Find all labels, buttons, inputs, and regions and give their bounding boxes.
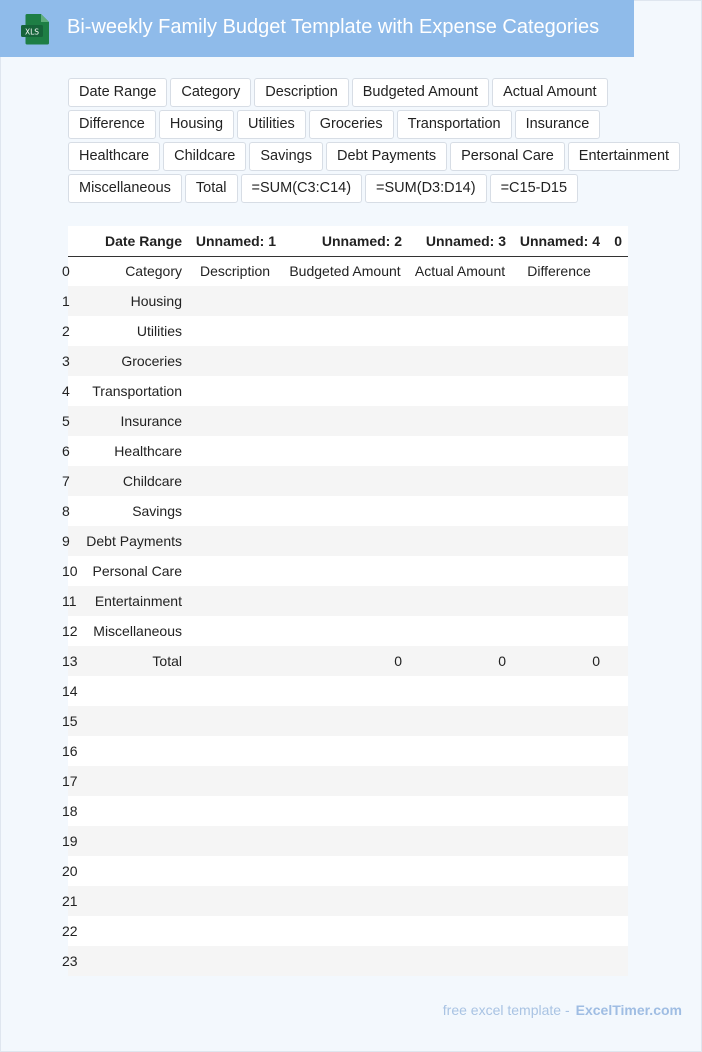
table-cell: Savings bbox=[78, 496, 188, 526]
row-index-label: 12 bbox=[62, 623, 78, 639]
table-row bbox=[68, 796, 628, 826]
table-cell bbox=[606, 376, 628, 406]
row-index bbox=[62, 496, 78, 526]
table-cell bbox=[512, 856, 606, 886]
table-row bbox=[68, 886, 628, 916]
row-index bbox=[62, 676, 78, 706]
row-index bbox=[62, 766, 78, 796]
table-cell bbox=[512, 286, 606, 316]
table-cell bbox=[606, 766, 628, 796]
table-cell bbox=[78, 736, 188, 766]
column-header: Unnamed: 2 bbox=[282, 226, 408, 256]
table-cell bbox=[78, 676, 188, 706]
table-cell bbox=[188, 586, 282, 616]
row-index-label: 8 bbox=[62, 503, 70, 519]
column-header: Unnamed: 1 bbox=[188, 226, 282, 256]
table-cell: Debt Payments bbox=[78, 526, 188, 556]
table-cell: Personal Care bbox=[78, 556, 188, 586]
row-index bbox=[62, 916, 78, 946]
column-header: Unnamed: 4 bbox=[512, 226, 606, 256]
table-cell bbox=[606, 436, 628, 466]
table-cell bbox=[606, 256, 628, 286]
table-cell bbox=[606, 496, 628, 526]
table-cell bbox=[408, 796, 512, 826]
table-row bbox=[68, 946, 628, 976]
table-row bbox=[68, 406, 628, 436]
column-header: 0 bbox=[606, 226, 628, 256]
table-cell bbox=[188, 886, 282, 916]
table-cell bbox=[512, 676, 606, 706]
table-cell bbox=[512, 466, 606, 496]
row-index bbox=[62, 436, 78, 466]
table-header-row bbox=[68, 226, 628, 256]
table-cell: Budgeted Amount bbox=[282, 256, 408, 286]
header-chip: Groceries bbox=[309, 110, 394, 139]
table-cell bbox=[282, 676, 408, 706]
table-cell bbox=[606, 856, 628, 886]
header-chip: =SUM(C3:C14) bbox=[241, 174, 363, 203]
row-index bbox=[62, 856, 78, 886]
table-cell bbox=[606, 946, 628, 976]
table-cell bbox=[282, 586, 408, 616]
table-cell bbox=[188, 946, 282, 976]
table-cell: Miscellaneous bbox=[78, 616, 188, 646]
header-chip: Debt Payments bbox=[326, 142, 447, 171]
table-row bbox=[68, 586, 628, 616]
row-index bbox=[62, 256, 78, 286]
table-cell bbox=[188, 826, 282, 856]
table-cell bbox=[606, 586, 628, 616]
table-row bbox=[68, 646, 628, 676]
table-cell bbox=[408, 316, 512, 346]
row-index bbox=[62, 316, 78, 346]
table-row bbox=[68, 616, 628, 646]
table-cell bbox=[282, 826, 408, 856]
table-cell bbox=[606, 316, 628, 346]
xls-icon-label: XLS bbox=[24, 27, 40, 37]
row-index bbox=[62, 886, 78, 916]
table-cell: 0 bbox=[408, 646, 512, 676]
row-index-label: 7 bbox=[62, 473, 70, 489]
table-cell bbox=[188, 376, 282, 406]
row-index-label: 20 bbox=[62, 863, 78, 879]
table-row bbox=[68, 496, 628, 526]
table-cell bbox=[282, 706, 408, 736]
table-cell bbox=[408, 496, 512, 526]
table-cell bbox=[606, 526, 628, 556]
table-cell bbox=[282, 766, 408, 796]
table-cell bbox=[408, 766, 512, 796]
table-cell: Description bbox=[188, 256, 282, 286]
table-cell bbox=[188, 706, 282, 736]
row-index bbox=[62, 646, 78, 676]
table-cell: Category bbox=[78, 256, 188, 286]
table-cell bbox=[188, 916, 282, 946]
table-cell bbox=[188, 796, 282, 826]
table-cell bbox=[606, 406, 628, 436]
table-cell bbox=[188, 646, 282, 676]
table-cell bbox=[512, 556, 606, 586]
row-index-label: 6 bbox=[62, 443, 70, 459]
header-chip: Healthcare bbox=[68, 142, 160, 171]
header-chip: Description bbox=[254, 78, 349, 107]
row-index bbox=[62, 826, 78, 856]
table-cell bbox=[408, 346, 512, 376]
header-chip: Childcare bbox=[163, 142, 246, 171]
table-cell bbox=[78, 856, 188, 886]
table-cell bbox=[188, 406, 282, 436]
table-cell bbox=[188, 736, 282, 766]
table-cell: Healthcare bbox=[78, 436, 188, 466]
table-cell: Actual Amount bbox=[408, 256, 512, 286]
row-index bbox=[62, 376, 78, 406]
table-cell bbox=[512, 766, 606, 796]
header-chip: =SUM(D3:D14) bbox=[365, 174, 487, 203]
table-cell bbox=[408, 376, 512, 406]
header-chip: Budgeted Amount bbox=[352, 78, 489, 107]
table-body bbox=[62, 256, 628, 976]
table-cell bbox=[512, 796, 606, 826]
row-index-label: 22 bbox=[62, 923, 78, 939]
header-chip: Entertainment bbox=[568, 142, 680, 171]
table-row bbox=[68, 256, 628, 286]
table-cell bbox=[408, 676, 512, 706]
table-row bbox=[68, 466, 628, 496]
table-cell bbox=[282, 616, 408, 646]
table-row bbox=[68, 826, 628, 856]
table-cell bbox=[78, 886, 188, 916]
row-index-label: 2 bbox=[62, 323, 70, 339]
header-chip: Personal Care bbox=[450, 142, 565, 171]
table-row bbox=[68, 376, 628, 406]
row-index-label: 14 bbox=[62, 683, 78, 699]
header-chip: Actual Amount bbox=[492, 78, 608, 107]
table-cell bbox=[606, 736, 628, 766]
row-index bbox=[62, 556, 78, 586]
row-index-label: 17 bbox=[62, 773, 78, 789]
header-chip: Transportation bbox=[397, 110, 512, 139]
table-cell: 0 bbox=[282, 646, 408, 676]
header-chip: Difference bbox=[68, 110, 156, 139]
row-index-label: 9 bbox=[62, 533, 70, 549]
table-row bbox=[68, 346, 628, 376]
table-cell bbox=[512, 526, 606, 556]
table-cell bbox=[408, 616, 512, 646]
row-index bbox=[62, 736, 78, 766]
table-cell bbox=[408, 466, 512, 496]
table-cell bbox=[282, 496, 408, 526]
table-cell: Entertainment bbox=[78, 586, 188, 616]
header-chip: Date Range bbox=[68, 78, 167, 107]
table-cell bbox=[408, 526, 512, 556]
table-row bbox=[68, 916, 628, 946]
table-cell bbox=[512, 316, 606, 346]
table-cell bbox=[282, 436, 408, 466]
table-cell bbox=[282, 376, 408, 406]
spreadsheet-preview bbox=[62, 226, 628, 976]
table-cell bbox=[188, 616, 282, 646]
data-table bbox=[62, 226, 628, 976]
header-chip: =C15-D15 bbox=[490, 174, 579, 203]
table-row bbox=[68, 736, 628, 766]
table-row bbox=[68, 706, 628, 736]
table-cell bbox=[606, 826, 628, 856]
row-index bbox=[62, 526, 78, 556]
header-chip: Miscellaneous bbox=[68, 174, 182, 203]
row-index-label: 21 bbox=[62, 893, 78, 909]
row-index-label: 18 bbox=[62, 803, 78, 819]
header-chip: Insurance bbox=[515, 110, 601, 139]
table-cell bbox=[606, 676, 628, 706]
row-index bbox=[62, 346, 78, 376]
row-index-label: 1 bbox=[62, 293, 70, 309]
table-cell bbox=[78, 826, 188, 856]
table-cell bbox=[512, 586, 606, 616]
table-cell bbox=[408, 736, 512, 766]
table-cell bbox=[512, 826, 606, 856]
table-cell bbox=[512, 616, 606, 646]
table-cell bbox=[282, 736, 408, 766]
row-index-label: 11 bbox=[62, 593, 77, 609]
table-cell: Groceries bbox=[78, 346, 188, 376]
table-cell bbox=[408, 946, 512, 976]
table-cell bbox=[512, 886, 606, 916]
row-index bbox=[62, 796, 78, 826]
table-row bbox=[68, 286, 628, 316]
table-cell bbox=[188, 766, 282, 796]
table-row bbox=[68, 556, 628, 586]
table-cell bbox=[78, 916, 188, 946]
xls-file-icon bbox=[21, 13, 51, 45]
table-cell: 0 bbox=[512, 646, 606, 676]
table-cell bbox=[512, 376, 606, 406]
table-cell bbox=[282, 916, 408, 946]
table-cell bbox=[188, 286, 282, 316]
row-index-label: 10 bbox=[62, 563, 78, 579]
table-cell bbox=[188, 436, 282, 466]
table-cell bbox=[282, 556, 408, 586]
table-cell bbox=[606, 346, 628, 376]
table-cell bbox=[408, 826, 512, 856]
table-cell bbox=[188, 316, 282, 346]
table-cell bbox=[606, 706, 628, 736]
table-cell bbox=[188, 556, 282, 586]
table-cell bbox=[188, 676, 282, 706]
footer-text: free excel template - bbox=[442, 1002, 570, 1018]
row-index-label: 13 bbox=[62, 653, 78, 669]
table-cell bbox=[408, 706, 512, 736]
table-cell bbox=[282, 886, 408, 916]
table-cell bbox=[512, 706, 606, 736]
row-index bbox=[62, 946, 78, 976]
table-cell bbox=[408, 916, 512, 946]
table-cell bbox=[512, 496, 606, 526]
page-header bbox=[0, 0, 634, 57]
table-cell bbox=[188, 856, 282, 886]
table-cell bbox=[282, 856, 408, 886]
table-cell bbox=[408, 586, 512, 616]
table-row bbox=[68, 676, 628, 706]
row-index-label: 3 bbox=[62, 353, 70, 369]
table-row bbox=[68, 436, 628, 466]
table-cell bbox=[606, 286, 628, 316]
table-row bbox=[68, 856, 628, 886]
table-cell bbox=[408, 286, 512, 316]
table-cell bbox=[606, 886, 628, 916]
table-cell bbox=[188, 346, 282, 376]
table-cell bbox=[512, 436, 606, 466]
table-cell: Housing bbox=[78, 286, 188, 316]
table-cell: Childcare bbox=[78, 466, 188, 496]
table-cell bbox=[512, 916, 606, 946]
table-cell bbox=[282, 406, 408, 436]
table-row bbox=[68, 526, 628, 556]
table-row bbox=[68, 316, 628, 346]
row-index bbox=[62, 616, 78, 646]
row-index-label: 19 bbox=[62, 833, 78, 849]
table-cell: Insurance bbox=[78, 406, 188, 436]
table-cell bbox=[512, 406, 606, 436]
table-cell bbox=[408, 406, 512, 436]
table-cell: Difference bbox=[512, 256, 606, 286]
table-cell bbox=[606, 916, 628, 946]
table-row bbox=[68, 766, 628, 796]
table-cell bbox=[282, 946, 408, 976]
table-cell: Utilities bbox=[78, 316, 188, 346]
row-index bbox=[62, 286, 78, 316]
row-index-label: 16 bbox=[62, 743, 78, 759]
table-cell bbox=[606, 616, 628, 646]
table-cell bbox=[188, 496, 282, 526]
row-index-label: 15 bbox=[62, 713, 78, 729]
header-chip: Housing bbox=[159, 110, 234, 139]
header-chip: Savings bbox=[249, 142, 323, 171]
row-index-label: 4 bbox=[62, 383, 70, 399]
table-cell bbox=[188, 466, 282, 496]
table-cell bbox=[408, 886, 512, 916]
table-cell bbox=[606, 796, 628, 826]
table-cell bbox=[78, 796, 188, 826]
table-cell bbox=[188, 526, 282, 556]
table-cell: Transportation bbox=[78, 376, 188, 406]
table-cell bbox=[512, 736, 606, 766]
table-cell bbox=[282, 346, 408, 376]
column-header: Unnamed: 3 bbox=[408, 226, 512, 256]
header-chip-list bbox=[68, 78, 692, 203]
row-index bbox=[62, 466, 78, 496]
footer-brand-link[interactable]: ExcelTimer.com bbox=[575, 1002, 682, 1018]
page-title: Bi-weekly Family Budget Template with Expense Categories bbox=[67, 16, 600, 38]
table-cell bbox=[408, 436, 512, 466]
row-index bbox=[62, 706, 78, 736]
header-chip: Category bbox=[170, 78, 251, 107]
row-index-label: 5 bbox=[62, 413, 70, 429]
table-cell bbox=[408, 856, 512, 886]
header-chip: Total bbox=[185, 174, 238, 203]
row-index bbox=[62, 586, 78, 616]
table-cell: Total bbox=[78, 646, 188, 676]
table-cell bbox=[282, 286, 408, 316]
table-cell bbox=[606, 556, 628, 586]
table-cell bbox=[78, 946, 188, 976]
table-cell bbox=[282, 526, 408, 556]
row-index-label: 23 bbox=[62, 953, 78, 969]
table-cell bbox=[282, 316, 408, 346]
table-cell bbox=[282, 466, 408, 496]
row-index bbox=[62, 406, 78, 436]
footer-credit bbox=[443, 1002, 682, 1018]
header-chip: Utilities bbox=[237, 110, 306, 139]
row-index-label: 0 bbox=[62, 263, 70, 280]
table-cell bbox=[282, 796, 408, 826]
table-cell bbox=[78, 766, 188, 796]
table-cell bbox=[408, 556, 512, 586]
table-cell bbox=[78, 706, 188, 736]
table-cell bbox=[606, 466, 628, 496]
column-header bbox=[68, 226, 78, 256]
table-cell bbox=[606, 646, 628, 676]
table-cell bbox=[512, 346, 606, 376]
table-cell bbox=[512, 946, 606, 976]
column-header: Date Range bbox=[78, 226, 188, 256]
